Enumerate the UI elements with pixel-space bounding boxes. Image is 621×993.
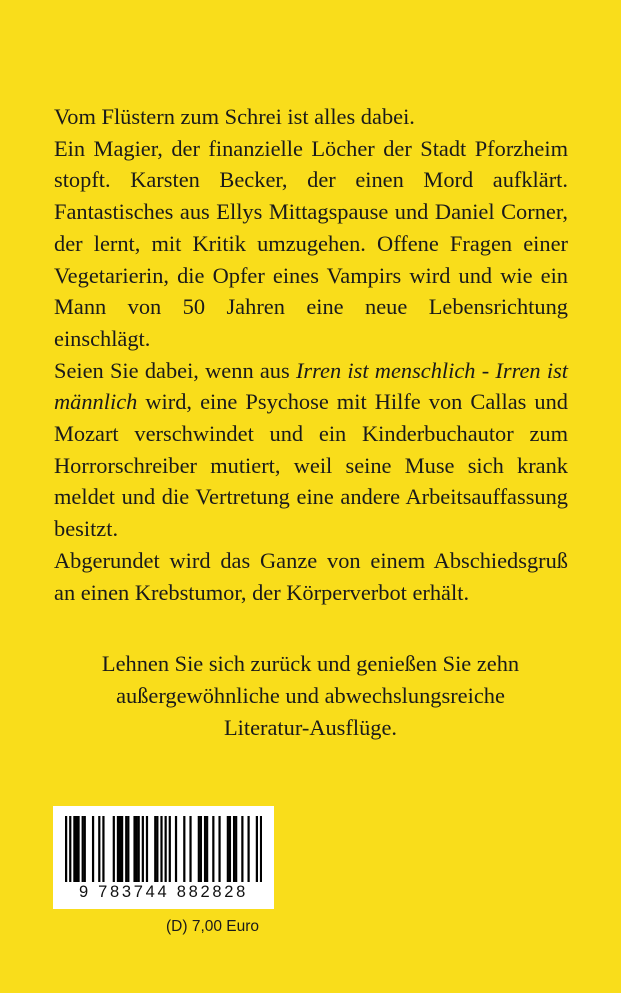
barcode-bar xyxy=(229,816,231,882)
barcode-bar xyxy=(233,816,235,882)
barcode-bar xyxy=(247,816,249,882)
closing-text xyxy=(40,648,581,744)
barcode-bar xyxy=(138,816,140,882)
blurb-paragraph-stories: Ein Magier, der finanzielle Löcher der Stadt Pforzheim stopft. Karsten Becker, der einen Mord aufklärt. Fantastisches aus Ellys Mittagspause und Daniel Corner, der lernt, mit Kritik umzugehen. Offene Fragen einer Vegetarierin, die Opfer eines Vampirs wird und wie ein Mann von 50 Jahren eine neue Lebensrichtung einschlägt. xyxy=(54,135,568,351)
barcode-bar xyxy=(75,816,77,882)
barcode-bar xyxy=(206,816,208,882)
price-label: (D) 7,00 Euro xyxy=(166,918,260,935)
closing-line: Literatur-Ausflüge. xyxy=(223,715,397,740)
barcode-bar xyxy=(212,816,214,882)
barcode-bar xyxy=(133,816,135,882)
barcode-bar xyxy=(102,816,104,882)
blurb-tagline: Vom Flüstern zum Schrei ist alles dabei. xyxy=(54,104,415,129)
barcode-bar xyxy=(165,816,167,882)
blurb-paragraph-invitation xyxy=(54,355,568,545)
barcode-bar xyxy=(84,816,86,882)
blurb-paragraph-ending: Abgerundet wird das Ganze von einem Abschiedsgruß an einen Krebstumor, der Körperverbot erhält. xyxy=(54,547,568,605)
barcode-bar xyxy=(241,816,243,882)
barcode-bar xyxy=(200,816,202,882)
barcode-bar xyxy=(169,816,171,882)
barcode-bar xyxy=(82,816,84,882)
barcode-bar xyxy=(160,816,162,882)
barcode-bar xyxy=(119,816,121,882)
blurb-text: Seien Sie dabei, wenn aus xyxy=(54,357,296,383)
barcode-bar xyxy=(98,816,100,882)
barcode-bar xyxy=(256,816,258,882)
story-title: Irren ist menschlich - Irren ist männlich xyxy=(54,357,568,415)
isbn-barcode xyxy=(53,806,274,909)
barcode-bar xyxy=(227,816,229,882)
barcode-bars xyxy=(65,816,262,882)
barcode-bar xyxy=(156,816,158,882)
barcode-bar xyxy=(69,816,71,882)
back-cover-blurb xyxy=(54,101,568,608)
barcode-bar xyxy=(113,816,115,882)
barcode-bar xyxy=(65,816,67,882)
isbn-number: 9 783744 882828 xyxy=(79,883,248,901)
barcode-bar xyxy=(117,816,119,882)
blurb-text: wird, eine Psychose mit Hilfe von Callas und Mozart verschwindet und ein Kinderbuchautor zum Horrorschreiber mutiert, weil seine Muse sich krank meldet und die Vertretung eine andere Arbeitsauffassung besitzt. xyxy=(54,389,568,542)
barcode-bar xyxy=(204,816,206,882)
barcode-bar xyxy=(189,816,191,882)
barcode-bar xyxy=(125,816,127,882)
barcode-bar xyxy=(77,816,79,882)
closing-line: Lehnen Sie sich zurück und genießen Sie zehn xyxy=(101,651,520,676)
barcode-bar xyxy=(142,816,144,882)
barcode-bar xyxy=(235,816,237,882)
barcode-bar xyxy=(146,816,148,882)
barcode-bar xyxy=(121,816,123,882)
barcode-bar xyxy=(136,816,138,882)
barcode-bar xyxy=(198,816,200,882)
barcode-bar xyxy=(218,816,220,882)
barcode-bar xyxy=(73,816,75,882)
barcode-bar xyxy=(183,816,185,882)
barcode-bar xyxy=(127,816,129,882)
barcode-bar xyxy=(92,816,94,882)
closing-line: außergewöhnliche und abwechslungsreiche xyxy=(116,683,505,708)
barcode-bar xyxy=(154,816,156,882)
barcode-bar xyxy=(260,816,262,882)
barcode-bar xyxy=(175,816,177,882)
